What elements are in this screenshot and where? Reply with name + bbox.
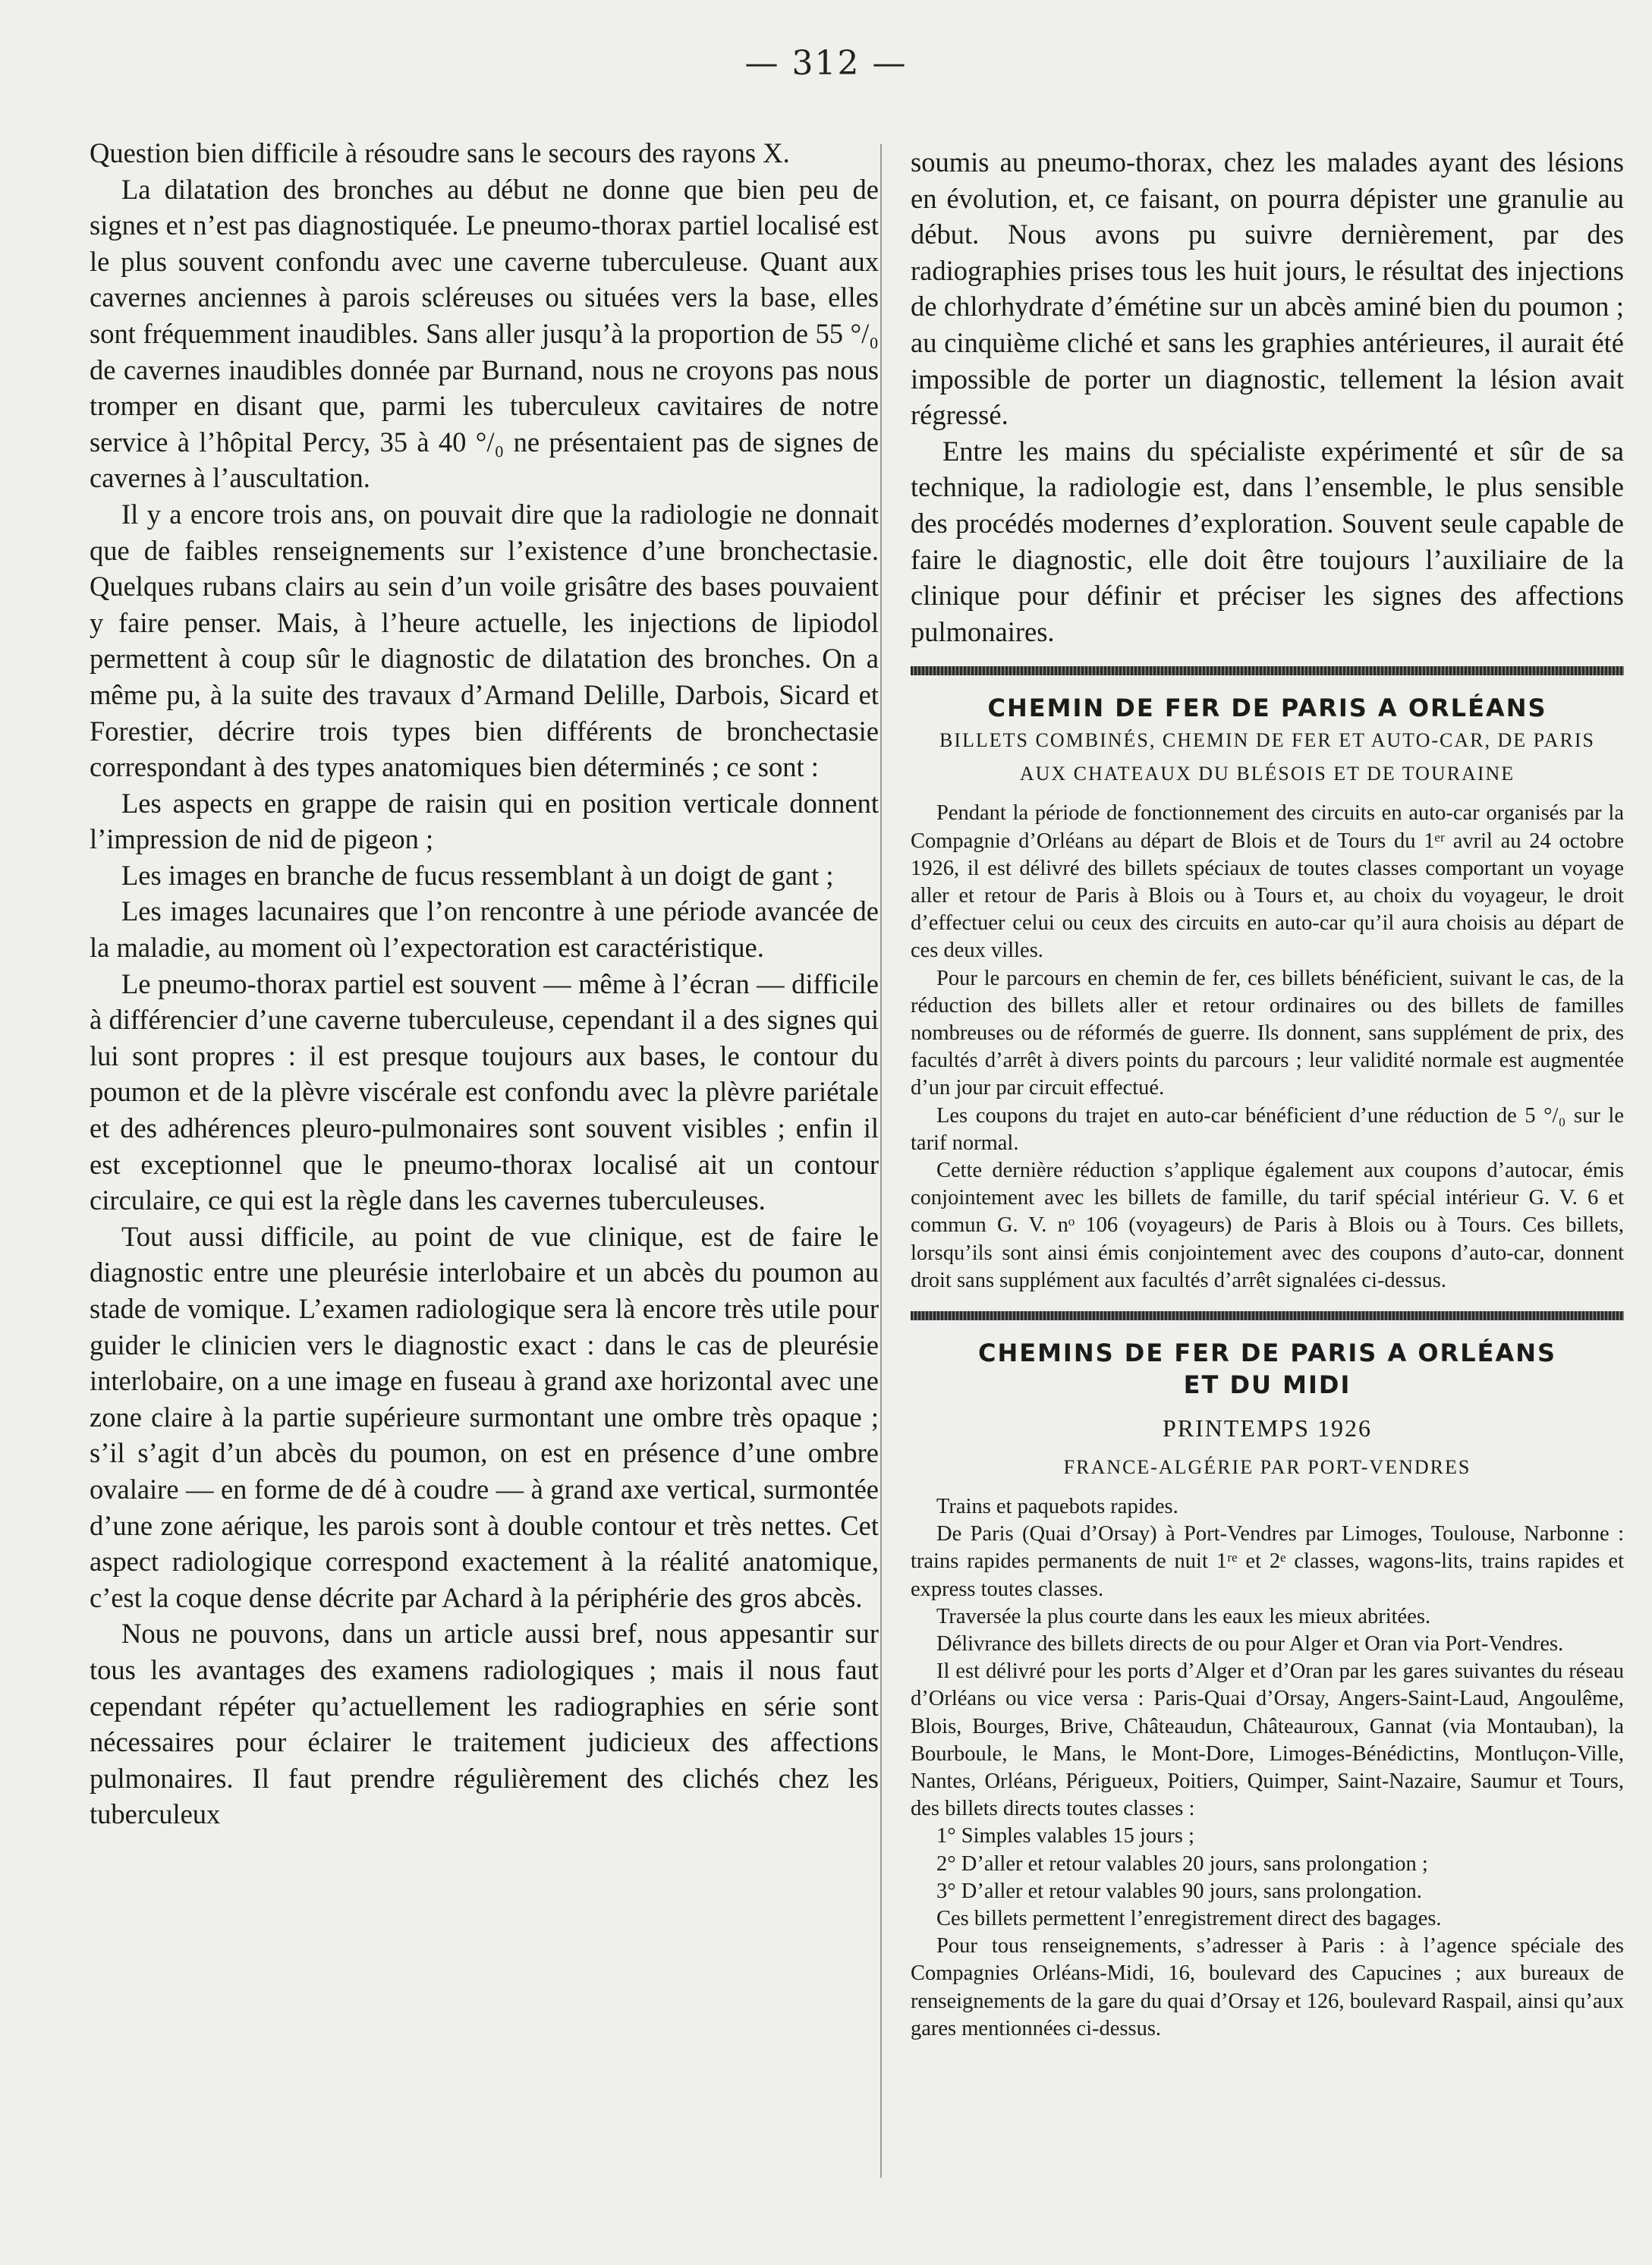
advert-season: PRINTEMPS 1926 bbox=[1162, 1414, 1373, 1442]
advert-title: CHEMIN DE FER DE PARIS A ORLÉANS bbox=[987, 694, 1547, 723]
list-item: 2° D’aller et retour valables 20 jours, sans prolongation ; bbox=[936, 1851, 1428, 1876]
paragraph: Nous ne pouvons, dans un article aussi bref, nous appesantir sur tous les avantages des examens radiologiques ; mais il nous faut cependant répéter qu’actuellement les radiographies en série sont nécessaires pour éclairer le traitement judicieux des affections pulmonaires. Il faut prendre régulièrement des clichés chez les tuberculeux bbox=[90, 1618, 879, 1830]
paragraph: Cette dernière réduction s’applique également aux coupons d’autocar, émis conjointement avec les billets de famille, du tarif spécial intérieur G. V. 6 et commun G. V. nᵒ 106 (voyageurs) de Paris à Blois ou à Tours. Ces billets, lorsqu’ils sont ainsi émis conjointement avec des coupons d’auto-car, donnent droit sans supplément aux facultés d’arrêt signalées ci-dessus. bbox=[911, 1158, 1624, 1292]
paragraph: Délivrance des billets directs de ou pour Alger et Oran via Port-Vendres. bbox=[936, 1631, 1564, 1656]
paragraph: Pour tous renseignements, s’adresser à Paris : à l’agence spéciale des Compagnies Orléans-Midi, 16, boulevard des Capucines ; aux bureaux de renseignements de la gare du quai d’Orsay et 126, boulevard Raspail, ainsi qu’aux gares mentionnées ci-dessus. bbox=[911, 1934, 1624, 2040]
paragraph: Ces billets permettent l’enregistrement direct des bagages. bbox=[936, 1907, 1442, 1931]
article-continuation bbox=[911, 144, 1624, 650]
page-number: — 312 — bbox=[744, 44, 908, 83]
list-item: Les images lacunaires que l’on rencontre à une période avancée de la maladie, au moment où l’expectoration est caractéristique. bbox=[90, 895, 879, 964]
advert-title: CHEMINS DE FER DE PARIS A ORLÉANS bbox=[977, 1338, 1557, 1367]
paragraph: soumis au pneumo-thorax, chez les malades ayant des lésions en évolution, et, ce faisant, on pourra dépister une granulie au début. Nous avons pu suivre dernièrement, par des radiographies prises tous les huit jours, le résultat des injections de chlorhydrate d’émétine sur un abcès aminé bien du poumon ; au cinquième cliché et sans les graphies antérieures, il aurait été impossible de porter un diagnostic, tellement la lésion avait régressé. bbox=[911, 146, 1624, 431]
paragraph: Il y a encore trois ans, on pouvait dire que la radiologie ne donnait que de faibles renseignements sur l’existence d’une bronchectasie. Quelques rubans clairs au sein d’un voile grisâtre des bases pouvaient y faire penser. Mais, à l’heure actuelle, les injections de lipiodol permettent à coup sûr le diagnostic de dilatation des bronches. On a même pu, à la suite des travaux d’Armand Delille, Darbois, Sicard et Forestier, décrire trois types bien différents de bronchectasie correspondant à des types anatomiques bien déterminés ; ce sont : bbox=[90, 498, 879, 783]
advert-body bbox=[911, 800, 1624, 1295]
railway-advert-1 bbox=[911, 692, 1624, 1295]
advert-subtitle: FRANCE-ALGÉRIE PAR PORT-VENDRES bbox=[1063, 1455, 1471, 1478]
railway-advert-2 bbox=[911, 1337, 1624, 2043]
paragraph: Traversée la plus courte dans les eaux les mieux abritées. bbox=[936, 1604, 1431, 1628]
paragraph: Pour le parcours en chemin de fer, ces billets bénéficient, suivant le cas, de la réduction des billets aller et retour ordinaires ou des billets de familles nombreuses ou de réformés de guerre. Ils donnent, sans supplément de prix, des facultés d’arrêt à divers points du parcours ; leur validité normale est augmentée d’un jour par circuit effectué. bbox=[911, 966, 1624, 1100]
paragraph: Question bien difficile à résoudre sans le secours des rayons X. bbox=[90, 137, 790, 168]
advert-subtitle: BILLETS COMBINÉS, CHEMIN DE FER ET AUTO-CAR, DE PARIS bbox=[939, 729, 1595, 752]
paragraph: Les coupons du trajet en auto-car bénéficient d’une réduction de 5 °/₀ sur le tarif normal. bbox=[911, 1103, 1624, 1155]
right-column bbox=[911, 144, 1624, 2043]
left-column bbox=[90, 135, 879, 1832]
column-divider bbox=[880, 144, 882, 2178]
paragraph: Entre les mains du spécialiste expérimenté et sûr de sa technique, la radiologie est, dans l’ensemble, le plus sensible des procédés modernes d’exploration. Souvent seule capable de faire le diagnostic, elle doit être toujours l’auxiliaire de la clinique pour définir et préciser les signes des affections pulmonaires. bbox=[911, 435, 1624, 647]
advert-body bbox=[911, 1493, 1624, 2043]
paragraph: Trains et paquebots rapides. bbox=[936, 1494, 1178, 1518]
list-item: Les aspects en grappe de raisin qui en position verticale donnent l’impression de nid de pigeon ; bbox=[90, 787, 879, 855]
paragraph: Il est délivré pour les ports d’Alger et d’Oran par les gares suivantes du réseau d’Orléans ou vice versa : Paris-Quai d’Orsay, Angers-Saint-Laud, Angoulême, Blois, Bourges, Brive, Châteaudun, Châteauroux, Gannat (via Montauban), la Bourboule, le Mans, le Mont-Dore, Limoges-Bénédictins, Montluçon-Ville, Nantes, Orléans, Périgueux, Poitiers, Quimper, Saint-Nazaire, Saumur et Tours, des billets directs toutes classes : bbox=[911, 1659, 1624, 1821]
advert-subtitle: AUX CHATEAUX DU BLÉSOIS ET DE TOURAINE bbox=[1019, 763, 1515, 785]
paragraph: Pendant la période de fonctionnement des circuits en auto-car organisés par la Compagnie d’Orléans au départ de Blois et de Tours du 1ᵉʳ avril au 24 octobre 1926, il est délivré des billets spéciaux de toutes classes comportant un voyage aller et retour de Paris à Blois ou à Tours et, au choix du voyageur, le droit d’effectuer celui ou ceux des circuits en auto-car qu’il aura choisis au départ de ces deux villes. bbox=[911, 801, 1624, 963]
list-item: 3° D’aller et retour valables 90 jours, sans prolongation. bbox=[936, 1879, 1422, 1903]
paragraph: De Paris (Quai d’Orsay) à Port-Vendres par Limoges, Toulouse, Narbonne : trains rapides permanents de nuit 1ʳᵉ et 2ᵉ classes, wagons-lits, trains rapides et express toutes classes. bbox=[911, 1522, 1624, 1601]
section-rule bbox=[911, 666, 1624, 675]
paragraph: La dilatation des bronches au début ne donne que bien peu de signes et n’est pas diagnostiquée. Le pneumo-thorax partiel localisé est le plus souvent confondu avec une caverne tuberculeuse. Quant aux cavernes anciennes à parois scléreuses ou situées vers la base, elles sont fréquemment inaudibles. Sans aller jusqu’à la proportion de 55 °/₀ de cavernes inaudibles donnée par Burnand, nous ne croyons pas nous tromper en disant que, parmi les tuberculeux cavitaires de notre service à l’hôpital Percy, 35 à 40 °/₀ ne présentaient pas de signes de cavernes à l’auscultation. bbox=[90, 173, 879, 494]
paragraph: Le pneumo-thorax partiel est souvent — même à l’écran — difficile à différencier d’une caverne tuberculeuse, cependant il a des signes qui lui sont propres : il est presque toujours aux bases, le contour du poumon et de la plèvre viscérale est confondu avec la plèvre pariétale et des adhérences pleuro-pulmonaires sont souvent visibles ; enfin il est exceptionnel que le pneumo-thorax localisé ait un contour circulaire, ce qui est la règle dans les cavernes tuberculeuses. bbox=[90, 967, 879, 1216]
list-item: Les images en branche de fucus ressemblant à un doigt de gant ; bbox=[121, 859, 834, 891]
section-rule bbox=[911, 1311, 1624, 1320]
list-item: 1° Simples valables 15 jours ; bbox=[936, 1824, 1194, 1848]
paragraph: Tout aussi difficile, au point de vue clinique, est de faire le diagnostic entre une pleurésie interlobaire et un abcès du poumon au stade de vomique. L’examen radiologique sera là encore très utile pour guider le clinicien vers le diagnostic exact : dans le cas de pleurésie interlobaire, on a une image en fuseau à grand axe horizontal avec une zone claire à la partie supérieure surmontant une ombre très opaque ; s’il s’agit d’un abcès du poumon, on est en présence d’une ombre ovalaire — en forme de dé à coudre — à grand axe vertical, surmontée d’une zone aérique, les parois sont à double contour et très nettes. Cet aspect radiologique correspond exactement à la réalité anatomique, c’est la coque dense décrite par Achard à la périphérie des gros abcès. bbox=[90, 1220, 879, 1613]
advert-title: ET DU MIDI bbox=[1183, 1370, 1351, 1399]
